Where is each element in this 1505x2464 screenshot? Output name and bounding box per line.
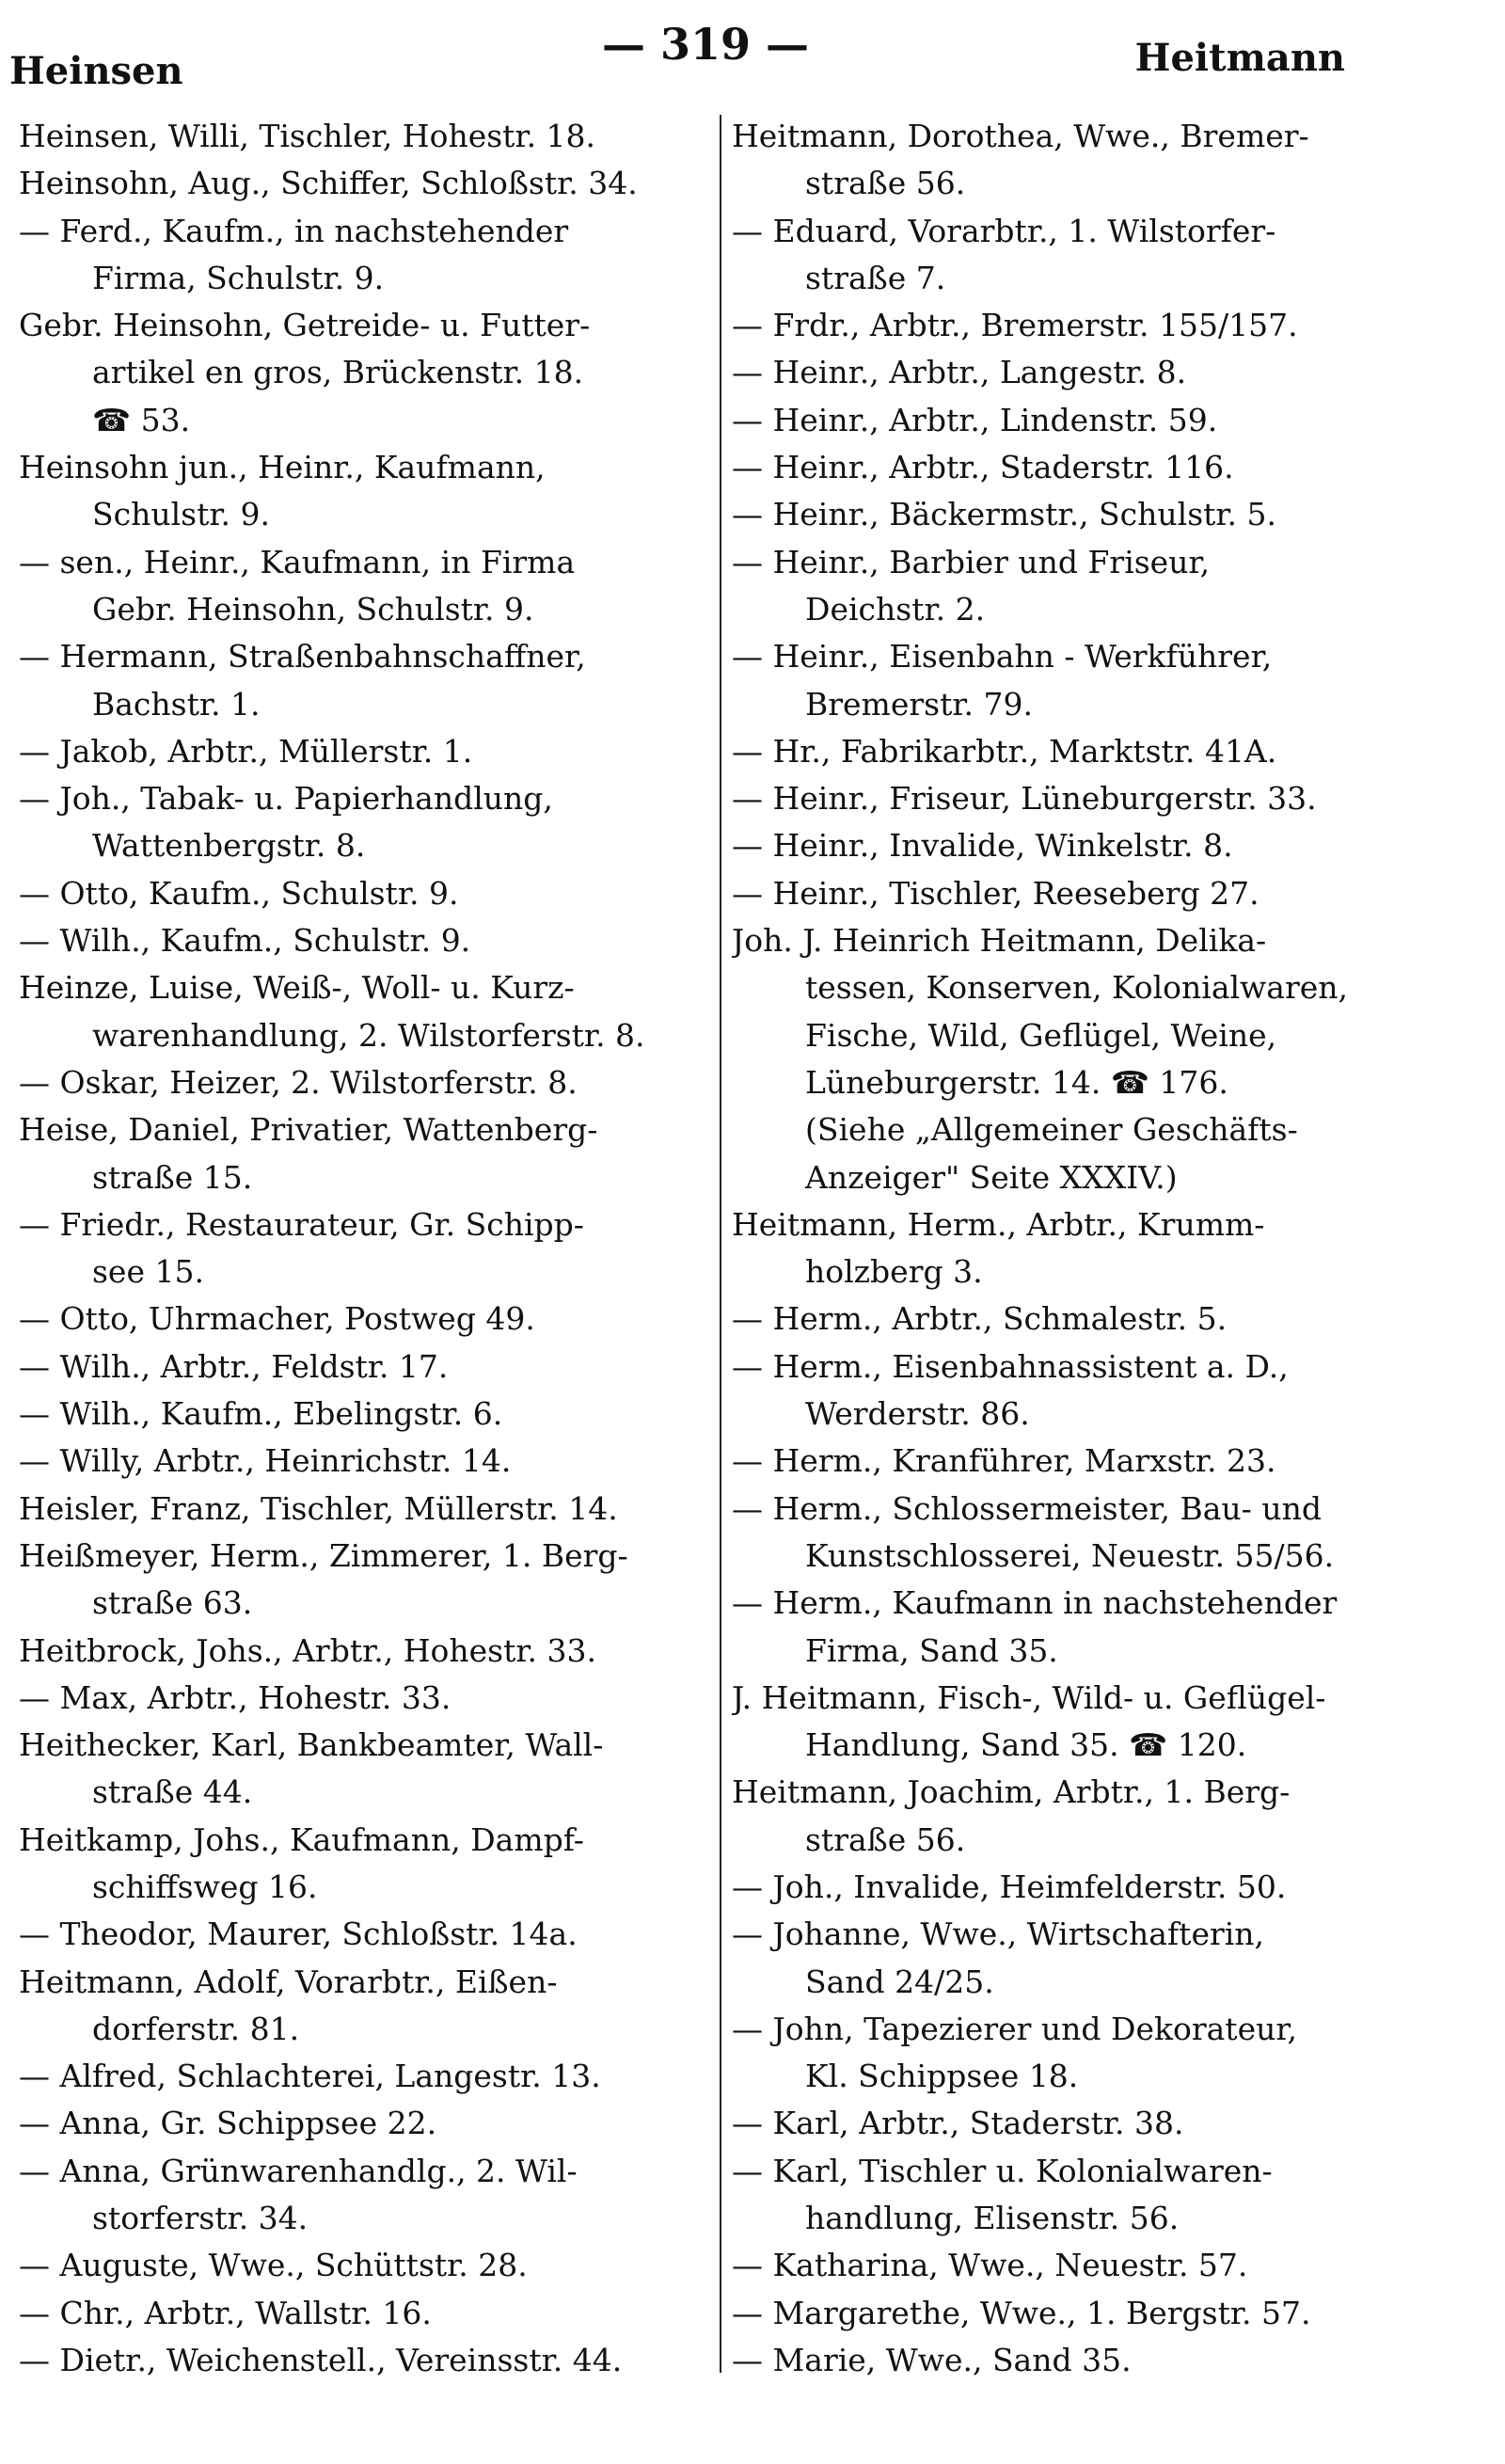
directory-entry	[19, 2053, 715, 2100]
entry-line: — Karl, Arbtr., Staderstr. 38.	[732, 2105, 1184, 2142]
entry-continuation-line: Werderstr. 86.	[805, 1395, 1030, 1433]
entry-continuation-line: Gebr. Heinsohn, Schulstr. 9.	[92, 590, 534, 628]
entry-line: Heisler, Franz, Tischler, Müllerstr. 14.	[19, 1489, 618, 1527]
entry-line: — Oskar, Heizer, 2. Wilstorferstr. 8.	[19, 1063, 578, 1101]
entry-continuation-line: dorferstr. 81.	[92, 2010, 300, 2047]
entry-line: Gebr. Heinsohn, Getreide- u. Futter-	[19, 307, 591, 344]
entry-line: — Eduard, Vorarbtr., 1. Wilstorfer-	[732, 212, 1276, 249]
entry-line: — Wilh., Arbtr., Feldstr. 17.	[19, 1347, 449, 1385]
directory-entry	[732, 2290, 1447, 2337]
directory-entry	[19, 1296, 715, 1343]
entry-line: Heitkamp, Johs., Kaufmann, Dampf-	[19, 1820, 584, 1858]
left-column	[19, 113, 715, 2446]
directory-entry	[732, 1343, 1447, 1439]
directory-entry	[19, 2242, 715, 2289]
entry-continuation-line: Wattenbergstr. 8.	[92, 827, 366, 865]
entry-continuation-line: Bachstr. 1.	[92, 685, 261, 723]
entry-continuation-line: (Siehe „Allgemeiner Geschäfts-	[805, 1111, 1298, 1149]
entry-line: — Heinr., Arbtr., Langestr. 8.	[732, 354, 1187, 391]
entry-line: — John, Tapezierer und Dekorateur,	[732, 2010, 1297, 2047]
directory-entry	[19, 1959, 715, 2054]
directory-entry	[732, 113, 1447, 208]
entry-line: Heinsen, Willi, Tischler, Hohestr. 18.	[19, 118, 596, 154]
entry-line: — Herm., Kranführer, Marxstr. 23.	[732, 1442, 1276, 1480]
entry-line: J. Heitmann, Fisch-, Wild- u. Geflügel-	[732, 1678, 1326, 1716]
directory-entry	[732, 2242, 1447, 2289]
entry-continuation-line: handlung, Elisenstr. 56.	[805, 2200, 1180, 2237]
directory-entry	[732, 302, 1447, 349]
directory-entry	[19, 1391, 715, 1438]
entry-continuation-line: schiffsweg 16.	[92, 1868, 318, 1905]
directory-entry	[732, 1201, 1447, 1296]
directory-entry	[19, 208, 715, 303]
entry-line: Heinsohn, Aug., Schiffer, Schloßstr. 34.	[19, 165, 638, 202]
entry-continuation-line: straße 56.	[805, 1820, 966, 1858]
directory-entry	[19, 964, 715, 1059]
entry-line: — Wilh., Kaufm., Schulstr. 9.	[19, 922, 471, 960]
entry-line: — Heinr., Friseur, Lüneburgerstr. 33.	[732, 780, 1317, 818]
entry-line: — Dietr., Weichenstell., Vereinsstr. 44.	[19, 2341, 623, 2378]
entry-continuation-line: Anzeiger" Seite XXXIV.)	[805, 1158, 1178, 1196]
directory-entry	[732, 728, 1447, 775]
entry-line: — Otto, Kaufm., Schulstr. 9.	[19, 874, 459, 912]
directory-entry	[19, 539, 715, 634]
entry-continuation-line: Firma, Sand 35.	[805, 1631, 1058, 1669]
directory-entry	[19, 1106, 715, 1201]
entry-line: — Otto, Uhrmacher, Postweg 49.	[19, 1300, 535, 1338]
directory-entry	[19, 113, 715, 160]
directory-entry	[19, 1486, 715, 1533]
directory-entry	[19, 728, 715, 775]
directory-entry	[19, 1059, 715, 1106]
entry-line: — Heinr., Arbtr., Staderstr. 116.	[732, 449, 1234, 486]
entry-line: — Herm., Eisenbahnassistent a. D.,	[732, 1347, 1289, 1385]
entry-line: — Heinr., Tischler, Reeseberg 27.	[732, 874, 1259, 912]
entry-line: Heithecker, Karl, Bankbeamter, Wall-	[19, 1726, 604, 1764]
directory-entry	[19, 1722, 715, 1817]
directory-entry	[732, 822, 1447, 869]
entry-line: Joh. J. Heinrich Heitmann, Delika-	[732, 922, 1267, 960]
entry-continuation-line: straße 15.	[92, 1158, 253, 1196]
entry-continuation-line: ☎ 53.	[92, 401, 191, 438]
directory-entry	[19, 444, 715, 539]
directory-entry	[732, 2006, 1447, 2101]
directory-entry	[19, 1911, 715, 1958]
entry-continuation-line: Firma, Schulstr. 9.	[92, 259, 385, 296]
entry-continuation-line: warenhandlung, 2. Wilstorferstr. 8.	[92, 1016, 645, 1054]
directory-entry	[732, 2148, 1447, 2243]
entry-line: — Jakob, Arbtr., Müllerstr. 1.	[19, 732, 473, 770]
entry-continuation-line: Fische, Wild, Geflügel, Weine,	[805, 1016, 1277, 1054]
entry-line: — Anna, Grünwarenhandlg., 2. Wil-	[19, 2152, 578, 2189]
entry-line: — Heinr., Barbier und Friseur,	[732, 543, 1211, 580]
entry-line: — Anna, Gr. Schippsee 22.	[19, 2105, 437, 2142]
entry-line: — Hr., Fabrikarbtr., Marktstr. 41A.	[732, 732, 1277, 770]
entry-continuation-line: straße 44.	[92, 1773, 253, 1811]
entry-line: Heitbrock, Johs., Arbtr., Hohestr. 33.	[19, 1631, 596, 1669]
entry-line: — sen., Heinr., Kaufmann, in Firma	[19, 543, 576, 580]
directory-entry	[732, 208, 1447, 303]
directory-entry	[19, 2148, 715, 2243]
directory-entry	[732, 1486, 1447, 1581]
entry-continuation-line: straße 7.	[805, 259, 946, 296]
directory-entry	[19, 160, 715, 207]
directory-entry	[19, 775, 715, 870]
entry-line: — Theodor, Maurer, Schloßstr. 14a.	[19, 1916, 578, 1953]
directory-entry	[732, 1438, 1447, 1485]
directory-entry	[19, 917, 715, 964]
directory-entry	[19, 633, 715, 728]
entry-line: — Katharina, Wwe., Neuestr. 57.	[732, 2247, 1248, 2284]
entry-line: Heinsohn jun., Heinr., Kaufmann,	[19, 449, 546, 486]
directory-entry	[732, 349, 1447, 396]
directory-entry	[19, 2337, 715, 2384]
directory-entry	[732, 1580, 1447, 1675]
entry-line: — Joh., Tabak- u. Papierhandlung,	[19, 780, 553, 818]
entry-continuation-line: straße 63.	[92, 1584, 253, 1622]
directory-entry	[19, 1817, 715, 1912]
directory-entry	[732, 1296, 1447, 1343]
directory-entry	[19, 1201, 715, 1296]
entry-continuation-line: Kl. Schippsee 18.	[805, 2058, 1079, 2095]
entry-line: — Johanne, Wwe., Wirtschafterin,	[732, 1916, 1265, 1953]
entry-continuation-line: holzberg 3.	[805, 1253, 983, 1291]
entry-line: — Ferd., Kaufm., in nachstehender	[19, 212, 569, 249]
column-divider	[720, 115, 721, 2373]
entry-line: — Alfred, Schlachterei, Langestr. 13.	[19, 2058, 601, 2095]
entry-line: Heitmann, Dorothea, Wwe., Bremer-	[732, 118, 1309, 154]
directory-entry	[19, 870, 715, 917]
entry-line: Heinze, Luise, Weiß-, Woll- u. Kurz-	[19, 969, 575, 1007]
entry-continuation-line: Deichstr. 2.	[805, 590, 986, 628]
page-number: — 319 —	[601, 19, 810, 70]
directory-entry	[732, 1675, 1447, 1770]
directory-entry	[19, 2100, 715, 2147]
entry-line: — Herm., Arbtr., Schmalestr. 5.	[732, 1300, 1228, 1338]
directory-entry	[19, 1343, 715, 1391]
directory-entry	[19, 1438, 715, 1485]
directory-entry	[732, 870, 1447, 917]
directory-entry	[732, 917, 1447, 1201]
directory-entry	[732, 1911, 1447, 2006]
running-head-left: Heinsen	[9, 49, 183, 93]
directory-entry	[19, 1675, 715, 1722]
entry-continuation-line: artikel en gros, Brückenstr. 18.	[92, 354, 584, 391]
directory-entry	[19, 1628, 715, 1675]
entry-line: — Willy, Arbtr., Heinrichstr. 14.	[19, 1442, 512, 1480]
entry-line: — Heinr., Arbtr., Lindenstr. 59.	[732, 401, 1218, 438]
directory-entry	[19, 1533, 715, 1628]
entry-line: Heißmeyer, Herm., Zimmerer, 1. Berg-	[19, 1536, 628, 1574]
directory-entry	[732, 1769, 1447, 1864]
directory-entry	[732, 775, 1447, 822]
entry-line: — Marie, Wwe., Sand 35.	[732, 2341, 1132, 2378]
entry-continuation-line: Bremerstr. 79.	[805, 685, 1033, 723]
entry-line: — Heinr., Bäckermstr., Schulstr. 5.	[732, 496, 1276, 533]
directory-entry	[732, 397, 1447, 444]
entry-continuation-line: Handlung, Sand 35. ☎ 120.	[805, 1726, 1247, 1764]
entry-line: Heitmann, Adolf, Vorarbtr., Eißen-	[19, 1963, 558, 2000]
entry-continuation-line: Kunstschlosserei, Neuestr. 55/56.	[805, 1536, 1335, 1574]
entry-line: — Wilh., Kaufm., Ebelingstr. 6.	[19, 1395, 503, 1433]
entry-line: Heitmann, Herm., Arbtr., Krumm-	[732, 1205, 1265, 1243]
entry-line: — Joh., Invalide, Heimfelderstr. 50.	[732, 1868, 1287, 1905]
entry-continuation-line: Schulstr. 9.	[92, 496, 270, 533]
directory-entry	[732, 539, 1447, 634]
entry-line: — Auguste, Wwe., Schüttstr. 28.	[19, 2247, 528, 2284]
entry-line: — Hermann, Straßenbahnschaffner,	[19, 638, 586, 676]
entry-line: Heitmann, Joachim, Arbtr., 1. Berg-	[732, 1773, 1291, 1811]
running-head-right: Heitmann	[1134, 36, 1345, 80]
entry-continuation-line: storferstr. 34.	[92, 2200, 309, 2237]
entry-line: — Friedr., Restaurateur, Gr. Schipp-	[19, 1205, 584, 1243]
directory-entry	[732, 1864, 1447, 1911]
directory-entry	[732, 2100, 1447, 2147]
entry-line: — Karl, Tischler u. Kolonialwaren-	[732, 2152, 1273, 2189]
entry-continuation-line: Lüneburgerstr. 14. ☎ 176.	[805, 1063, 1228, 1101]
entry-line: — Frdr., Arbtr., Bremerstr. 155/157.	[732, 307, 1298, 344]
entry-continuation-line: tessen, Konserven, Kolonialwaren,	[805, 969, 1349, 1007]
entry-continuation-line: straße 56.	[805, 165, 966, 202]
directory-entry	[19, 302, 715, 444]
entry-line: Heise, Daniel, Privatier, Wattenberg-	[19, 1111, 598, 1149]
entry-line: — Margarethe, Wwe., 1. Bergstr. 57.	[732, 2294, 1311, 2331]
entry-line: — Herm., Schlossermeister, Bau- und	[732, 1489, 1322, 1527]
entry-line: — Chr., Arbtr., Wallstr. 16.	[19, 2294, 432, 2331]
entry-continuation-line: see 15.	[92, 1253, 204, 1291]
directory-entry	[19, 2290, 715, 2337]
directory-entry	[732, 2337, 1447, 2384]
entry-line: — Heinr., Invalide, Winkelstr. 8.	[732, 827, 1233, 865]
entry-line: — Heinr., Eisenbahn - Werkführer,	[732, 638, 1273, 676]
page-header	[0, 0, 1505, 94]
entry-continuation-line: Sand 24/25.	[805, 1963, 994, 2000]
directory-entry	[732, 491, 1447, 538]
entry-line: — Herm., Kaufmann in nachstehender	[732, 1584, 1338, 1622]
directory-entry	[732, 444, 1447, 491]
right-column	[732, 113, 1447, 2446]
entry-line: — Max, Arbtr., Hohestr. 33.	[19, 1678, 452, 1716]
directory-entry	[732, 633, 1447, 728]
